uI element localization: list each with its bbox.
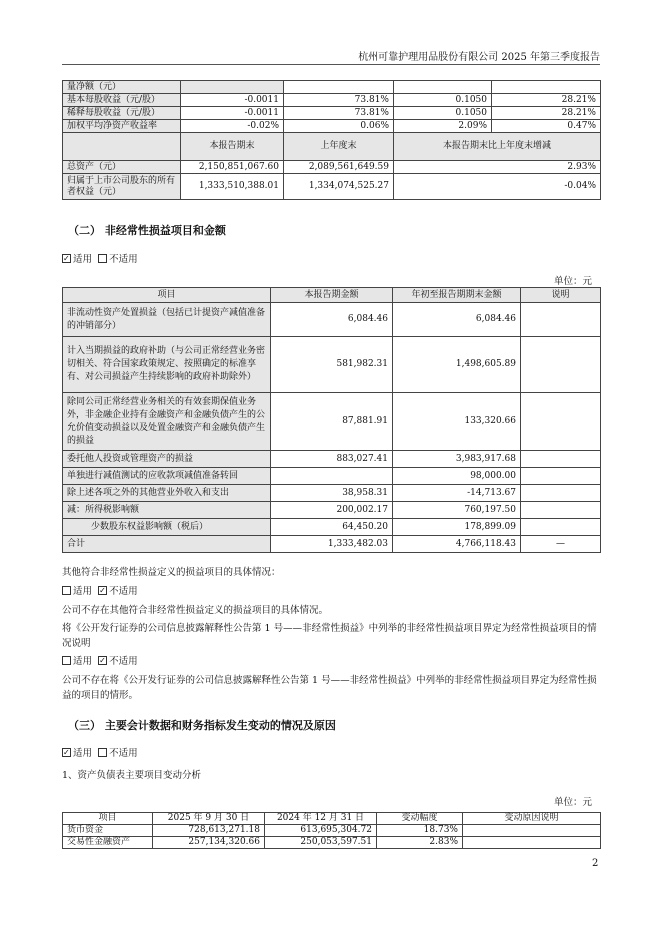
row-label: 总资产（元） — [63, 161, 181, 174]
table-row: 基本每股收益（元/股） -0.0011 73.81% 0.1050 28.21% — [63, 94, 601, 107]
other-items-intro: 其他符合非经常性损益定义的损益项目的具体情况： — [62, 567, 281, 578]
table-row: 单独进行减值测试的应收款项减值准备转回 98,000.00 — [63, 468, 601, 485]
row-label: 归属于上市公司股东的所有者权益（元） — [63, 174, 181, 200]
applicable-checkbox[interactable] — [62, 656, 71, 665]
table-row: 除上述各项之外的其他营业外收入和支出 38,958.31 -14,713.67 — [63, 485, 601, 502]
table-subheader: 本报告期末 上年度末 本报告期末比上年度末增减 — [63, 133, 601, 161]
unit-label: 单位：元 — [553, 276, 592, 287]
balance-sheet-changes-table — [62, 812, 601, 849]
table-row: 归属于上市公司股东的所有者权益（元） 1,333,510,388.01 1,334,074,525.27 -0.04% — [63, 174, 601, 200]
page-number: 2 — [592, 858, 599, 869]
table-row: 减：所得税影响额 200,002.17 760,197.50 — [63, 502, 601, 519]
table-row: 稀释每股收益（元/股） -0.0011 73.81% 0.1050 28.21% — [63, 107, 601, 120]
table-row: 合计 1,333,482.03 4,766,118.43 — — [63, 536, 601, 553]
applicability-options: ✓适用 不适用 — [62, 252, 138, 267]
not-applicable-checkbox[interactable] — [98, 254, 107, 263]
not-applicable-checkbox[interactable] — [98, 656, 107, 665]
applicable-checkbox[interactable] — [62, 586, 71, 595]
table-row: 委托他人投资或管理资产的损益 883,027.41 3,983,917.68 — [63, 451, 601, 468]
applicable-checkbox[interactable] — [62, 254, 71, 263]
applicability-options: 适用 ✓ 不适用 — [62, 654, 138, 669]
table-row: 计入当期损益的政府补助（与公司正常经营业务密切相关、符合国家政策规定、按照确定的标准享有、对公司损益产生持续影响的政府补助除外） 581,982.31 1,498,605.89 — [63, 337, 601, 393]
table-row: 交易性金融资产 257,134,320.66 250,053,597.51 2.83% — [63, 837, 601, 849]
table-row: 总资产（元） 2,150,851,067.60 2,089,561,649.59 2.93% — [63, 161, 601, 174]
table-row: 货币资金 728,613,271.18 613,695,304.72 18.73% — [63, 825, 601, 837]
applicability-options: ✓适用 不适用 — [62, 746, 138, 761]
table-header: 项目 2025 年 9 月 30 日 2024 年 12 月 31 日 变动幅度 变动原因说明 — [63, 813, 601, 825]
row-label: 加权平均净资产收益率 — [63, 120, 181, 133]
reclass-text: 公司不存在将《公开发行证券的公司信息披露解释性公告第 1 号——非经常性损益》中列举的非经常性损益项目界定为经常性损益的项目的情形。 — [62, 675, 597, 701]
not-applicable-checkbox[interactable] — [98, 586, 107, 595]
row-label: 基本每股收益（元/股） — [63, 94, 181, 107]
applicability-options: 适用 ✓ 不适用 — [62, 584, 138, 599]
table-row: 除同公司正常经营业务相关的有效套期保值业务外，非金融企业持有金融资产和金融负债产生的公允价值变动损益以及处置金融资产和金融负债产生的损益 87,881.91 133,320.66 — [63, 393, 601, 451]
nonrecurring-gains-table — [62, 287, 601, 553]
other-items-text: 公司不存在其他符合非经常性损益定义的损益项目的具体情况。 — [62, 605, 329, 616]
not-applicable-checkbox[interactable] — [98, 748, 107, 757]
reclass-intro: 将《公开发行证券的公司信息披露解释性公告第 1 号——非经常性损益》中列举的非经常性损益项目界定为经常性损益项目的情况说明 — [62, 623, 597, 649]
page-header-title: 杭州可靠护理用品股份有限公司 2025 年第三季度报告 — [358, 52, 600, 63]
table-row — [63, 81, 601, 94]
subsection-title: 1、资产负债表主要项目变动分析 — [62, 770, 202, 781]
table-row: 加权平均净资产收益率 -0.02% 0.06% 2.09% 0.47% — [63, 120, 601, 133]
applicable-checkbox[interactable] — [62, 748, 71, 757]
table-row: 非流动性资产处置损益（包括已计提资产减值准备的冲销部分） 6,084.46 6,084.46 — [63, 303, 601, 337]
table-header: 项目 本报告期金额 年初至报告期期末金额 说明 — [63, 288, 601, 303]
header-divider — [62, 64, 600, 65]
section-title-nonrecurring: （二） 非经常性损益项目和金额 — [68, 224, 226, 237]
table-row: 少数股东权益影响额（税后） 64,450.20 178,899.09 — [63, 519, 601, 536]
row-label: 稀释每股收益（元/股） — [63, 107, 181, 120]
unit-label: 单位：元 — [553, 797, 592, 808]
section-title-changes: （三） 主要会计数据和财务指标发生变动的情况及原因 — [68, 719, 336, 732]
financial-indicators-table — [62, 80, 601, 200]
row-label: 量净额（元） — [63, 81, 181, 94]
